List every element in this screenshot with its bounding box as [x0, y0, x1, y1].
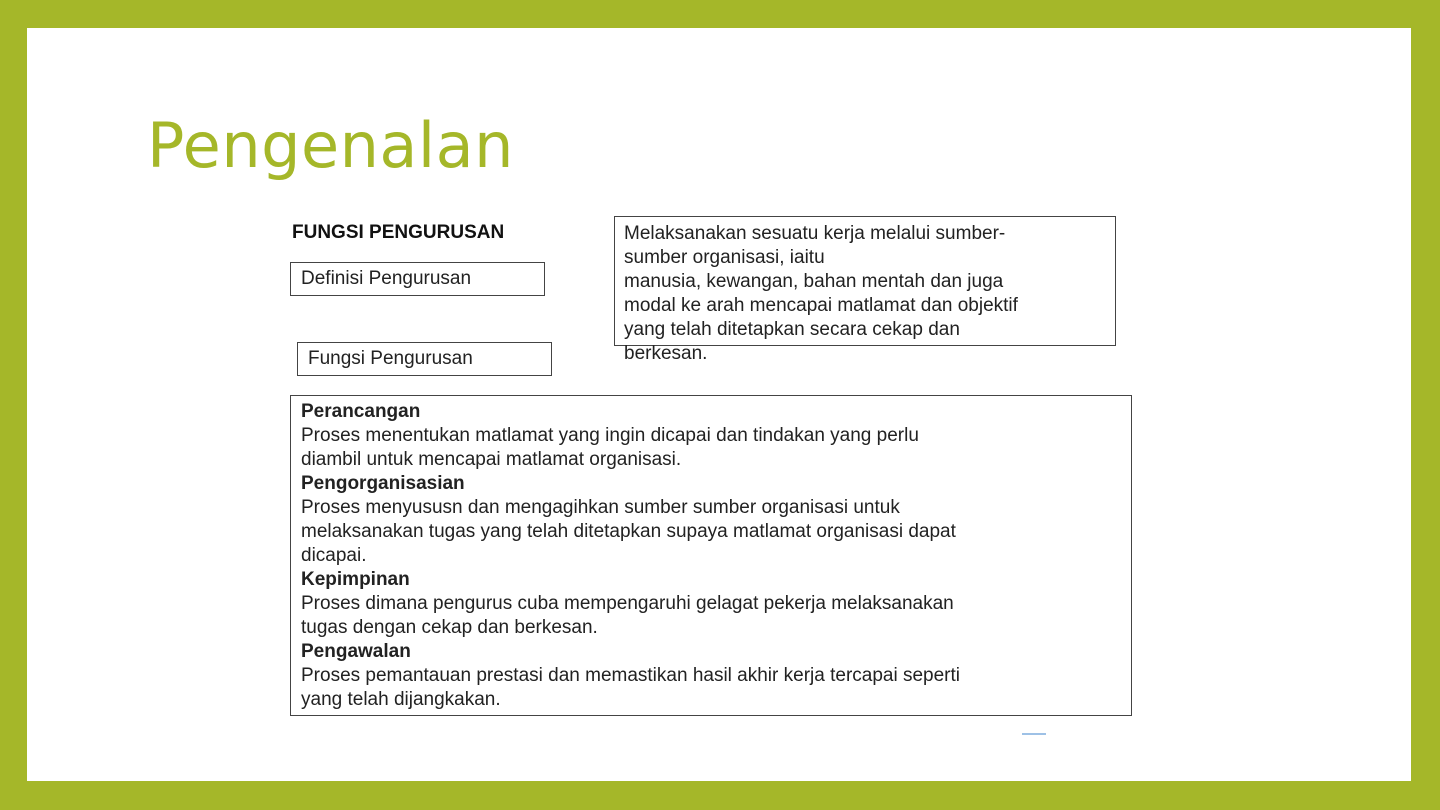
function-description-line: tugas dengan cekap dan berkesan.	[301, 617, 598, 638]
function-description-line: yang telah dijangkakan.	[301, 689, 501, 710]
function-name: Perancangan	[301, 401, 421, 422]
function-label: Fungsi Pengurusan	[308, 348, 473, 369]
function-item-pengorganisasian	[301, 472, 1121, 568]
function-description-line: Proses pemantauan prestasi dan memastikan hasil akhir kerja tercapai seperti	[301, 665, 960, 686]
diagram-heading: FUNGSI PENGURUSAN	[292, 222, 505, 243]
function-name: Pengorganisasian	[301, 473, 465, 494]
definition-label: Definisi Pengurusan	[301, 268, 472, 289]
function-name: Pengawalan	[301, 641, 411, 662]
decorative-underline	[1022, 733, 1046, 735]
function-description-line: dicapai.	[301, 545, 367, 566]
functions-list-box	[290, 395, 1132, 716]
definition-line: yang telah ditetapkan secara cekap dan	[624, 319, 960, 340]
function-description-line: Proses dimana pengurus cuba mempengaruhi gelagat pekerja melaksanakan	[301, 593, 954, 614]
definition-line: berkesan.	[624, 343, 708, 364]
definition-line: modal ke arah mencapai matlamat dan objektif	[624, 295, 1018, 316]
definition-label-box	[290, 262, 545, 296]
function-item-perancangan	[301, 400, 1121, 472]
function-item-kepimpinan	[301, 568, 1121, 640]
function-description-line: Proses menyususn dan mengagihkan sumber sumber organisasi untuk	[301, 497, 900, 518]
slide	[27, 28, 1411, 781]
function-name: Kepimpinan	[301, 569, 410, 590]
definition-text-box	[614, 216, 1116, 364]
definition-line: sumber organisasi, iaitu	[624, 247, 825, 268]
function-description-line: melaksanakan tugas yang telah ditetapkan supaya matlamat organisasi dapat	[301, 521, 956, 542]
definition-line: Melaksanakan sesuatu kerja melalui sumber-	[624, 223, 1006, 244]
function-label-box	[297, 342, 552, 376]
slide-title: Pengenalan	[147, 109, 514, 182]
definition-line: manusia, kewangan, bahan mentah dan juga	[624, 271, 1004, 292]
function-description-line: Proses menentukan matlamat yang ingin dicapai dan tindakan yang perlu	[301, 425, 919, 446]
function-item-pengawalan	[301, 640, 1121, 712]
function-description-line: diambil untuk mencapai matlamat organisasi.	[301, 449, 682, 470]
